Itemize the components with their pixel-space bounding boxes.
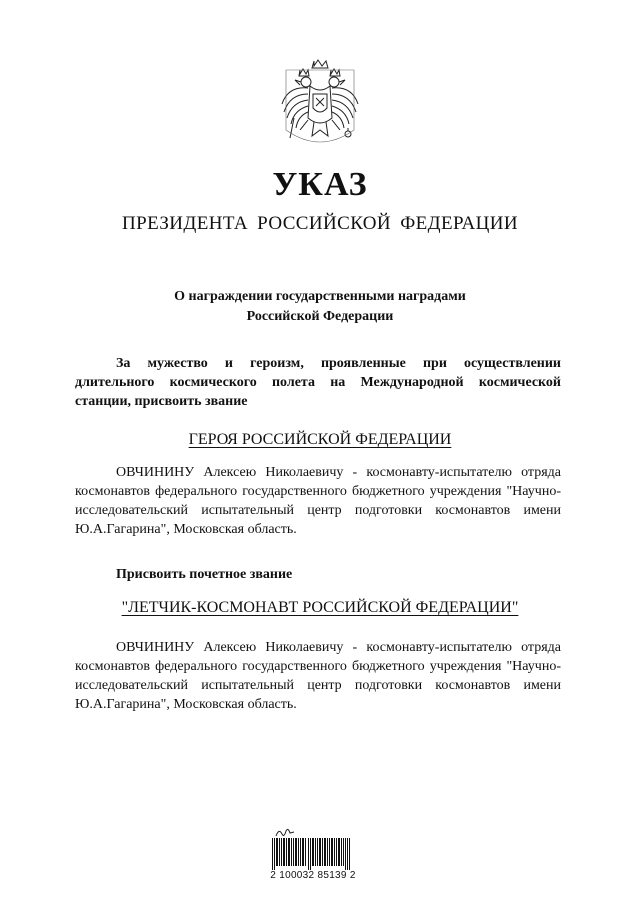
- award-pilot-cosmonaut: "ЛЕТЧИК-КОСМОНАВТ РОССИЙСКОЙ ФЕДЕРАЦИИ": [121, 599, 519, 616]
- paragraph-recipient-2: ОВЧИНИНУ Алексею Николаевичу - космонавту-испытателю отряда космонавтов федерального государственного бюджетного учреждения "Научно-исследовательский испытательный центр подготовки космонавтов имени Ю.А.Гагарина", Московская область.: [75, 640, 561, 712]
- decree-topic: [0, 287, 640, 327]
- paragraph-recipient-1: ОВЧИНИНУ Алексею Николаевичу - космонавту-испытателю отряда космонавтов федерального государственного бюджетного учреждения "Научно-исследовательский испытательный центр подготовки космонавтов имени Ю.А.Гагарина", Московская область.: [75, 465, 561, 537]
- topic-line-2: Российской Федерации: [246, 309, 394, 324]
- decree-title: УКАЗ: [272, 166, 368, 203]
- paragraph-heroism: За мужество и героизм, проявленные при осуществлении длительного космического полета на Международной космической станции, присвоить звание: [75, 356, 561, 409]
- barcode-icon: [272, 838, 350, 870]
- topic-line-1: О награждении государственными наградами: [174, 289, 466, 304]
- paragraph-honorary-title: Присвоить почетное звание: [116, 567, 293, 582]
- decree-subtitle: ПРЕЗИДЕНТА РОССИЙСКОЙ ФЕДЕРАЦИИ: [122, 213, 518, 234]
- coat-of-arms-icon: [278, 58, 362, 150]
- barcode-number: 2 100032 85139 2: [270, 870, 356, 881]
- handwritten-mark-icon: [275, 826, 295, 838]
- award-hero-title: ГЕРОЯ РОССИЙСКОЙ ФЕДЕРАЦИИ: [188, 431, 452, 448]
